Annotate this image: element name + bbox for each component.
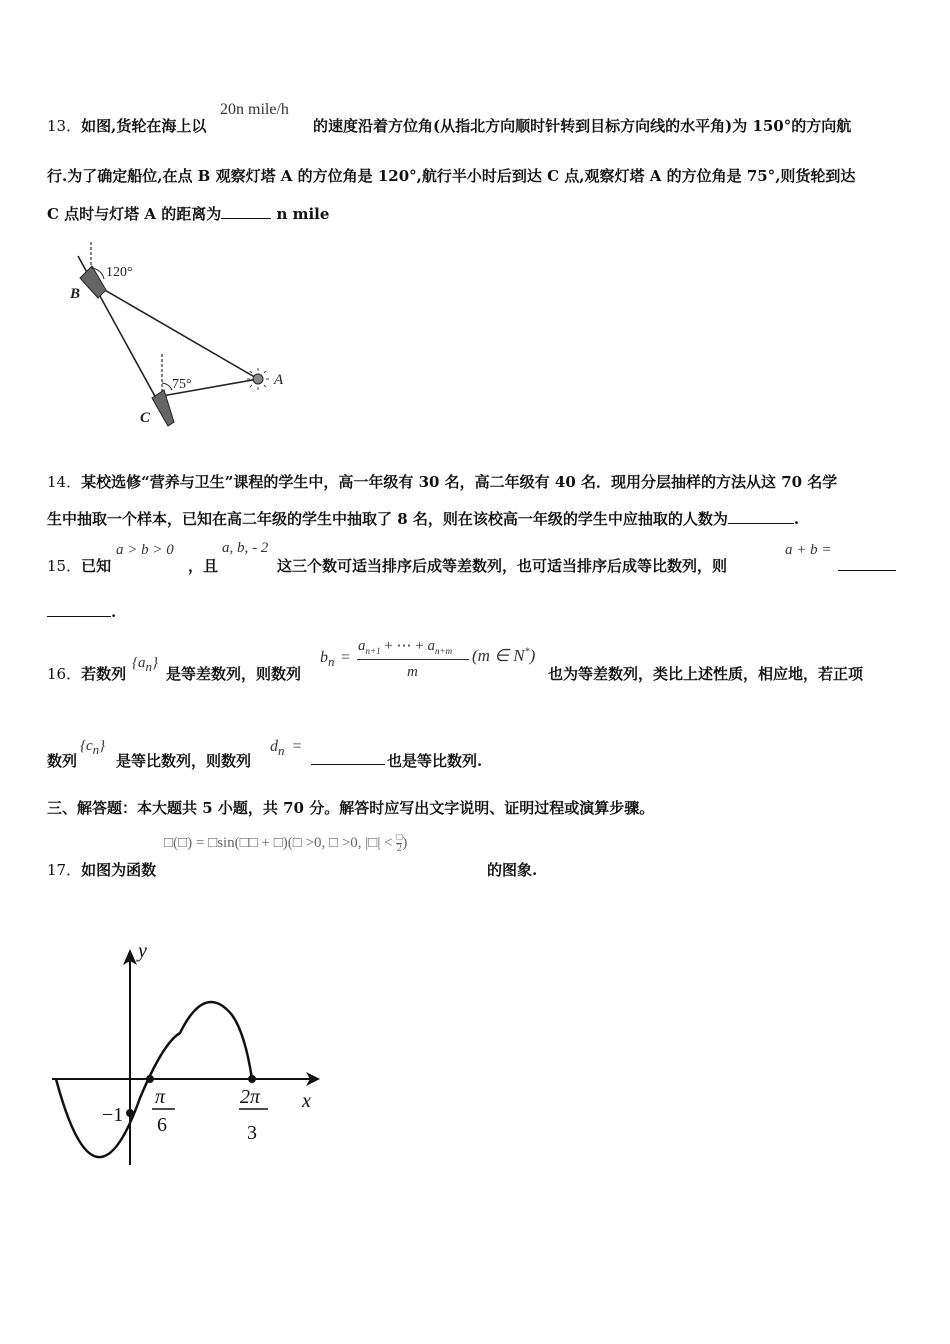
q15-line1 [47,555,111,576]
q13-label-c: C [140,410,151,426]
q14-text1: 某校选修“营养与卫生”课程的学生中，高一年级有 30 名，高二年级有 40 名．现用分层抽样的方法从这 70 名学 [81,473,838,491]
q14-text2: 生中抽取一个样本，已知在高二年级的学生中抽取了 8 名，则在该校高一年级的学生中应抽取的人数为 [47,510,728,528]
q16-eq: = [341,649,351,666]
q15-m2: a, b, - 2 [222,540,269,556]
lighthouse-icon [247,368,269,390]
q17-suffix: 的图象. [487,861,538,879]
q15-t2: ，且 [188,557,219,575]
q15-number: 15． [47,557,82,575]
point-2pi-3 [248,1075,256,1083]
q16-line1 [47,663,126,684]
q16-cond: (m ∈ N*) [472,646,536,665]
q16-seq-c: $\{c_n\}$ [80,738,106,757]
q13-label-a: A [274,372,284,388]
q13-line3-prefix: C 点时与灯塔 A 的距离为 [47,205,222,223]
q15-answer-blank-a [838,558,896,571]
graph-label-six: 6 [157,1114,167,1136]
q17-formula: □(□) = □sin(□□ + □)(□ >0, □ >0, |□| < □ 2 ) [164,832,408,854]
q13-line3 [47,203,329,224]
q15-m1: a > b > 0 [116,542,174,558]
q15-t1: 已知 [81,557,112,575]
q13-line3-suffix: n mile [276,205,330,223]
q15-line2 [47,603,116,621]
q16-den: m [407,664,418,680]
q16-seq-a: $\{a_n\}$ [132,655,158,674]
q15-t3: 这三个数可适当排序后成等差数列，也可适当排序后成等比数列，则 [277,557,728,575]
q16-fraction-bar [357,659,469,660]
q16-number: 16． [47,665,82,683]
q13-number: 13． [47,117,82,135]
q13-line1 [47,115,206,136]
q14-line2 [47,508,799,529]
graph-label-minus1: −1 [102,1104,124,1126]
q17-sine-graph [40,935,330,1175]
q16-t5: 是等比数列，则数列 [116,752,252,770]
q14-end: . [793,510,800,528]
q13-angle-c: 75° [172,377,192,392]
q16-t4: 数列 [47,752,78,770]
graph-label-2pi: 2π [240,1086,261,1108]
q16-b: $b_n$ [320,649,335,670]
q13-speed: 20n mile/h [220,101,289,118]
q14-number: 14． [47,473,82,491]
q16-t2: 是等差数列，则数列 [166,665,302,683]
graph-label-three: 3 [247,1122,257,1144]
q16-t6: 也是等比数列. [387,752,483,770]
q13-suffix: 的速度沿着方位角(从指北方向顺时针转到目标方向线的水平角)为 150°的方向航 [313,117,852,135]
q17-prefix: 如图为函数 [81,861,157,879]
section3-title: 三、解答题：本大题共 5 小题，共 70 分。解答时应写出文字说明、证明过程或演算步骤。 [47,799,655,817]
q13-line2: 行.为了确定船位,在点 B 观察灯塔 A 的方位角是 120°,航行半小时后到达 C 点,观察灯塔 A 的方位角是 75°,则货轮到达 [47,167,856,185]
q16-t3: 也为等差数列，类比上述性质，相应地，若正项 [548,665,864,683]
q16-answer-blank [311,752,385,765]
point-minus-1 [126,1109,134,1117]
q16-d: $d_n$ = [270,738,302,759]
q16-t1: 若数列 [81,665,127,683]
q13-angle-b: 120° [106,265,133,280]
q14-line1 [47,471,837,492]
q13-answer-blank [221,206,271,219]
q16-numerator: $a_{n+1}$ + ⋯ + $a_{n+m}$ [358,638,453,656]
ship-b-icon [80,266,106,298]
graph-label-pi: π [155,1086,166,1108]
graph-label-y: y [138,940,147,962]
q13-ship-figure [62,238,322,438]
ship-c-icon [152,390,174,426]
q14-answer-blank [728,511,794,524]
q17-line [47,859,156,880]
q13-label-b: B [70,286,81,302]
q15-m3: a + b = [785,542,832,558]
q17-number: 17． [47,861,82,879]
q15-end: . [111,603,117,621]
point-pi-6 [146,1075,154,1083]
graph-label-x: x [302,1090,311,1112]
q15-answer-blank-b [47,604,111,617]
q13-prefix: 如图,货轮在海上以 [81,117,207,135]
